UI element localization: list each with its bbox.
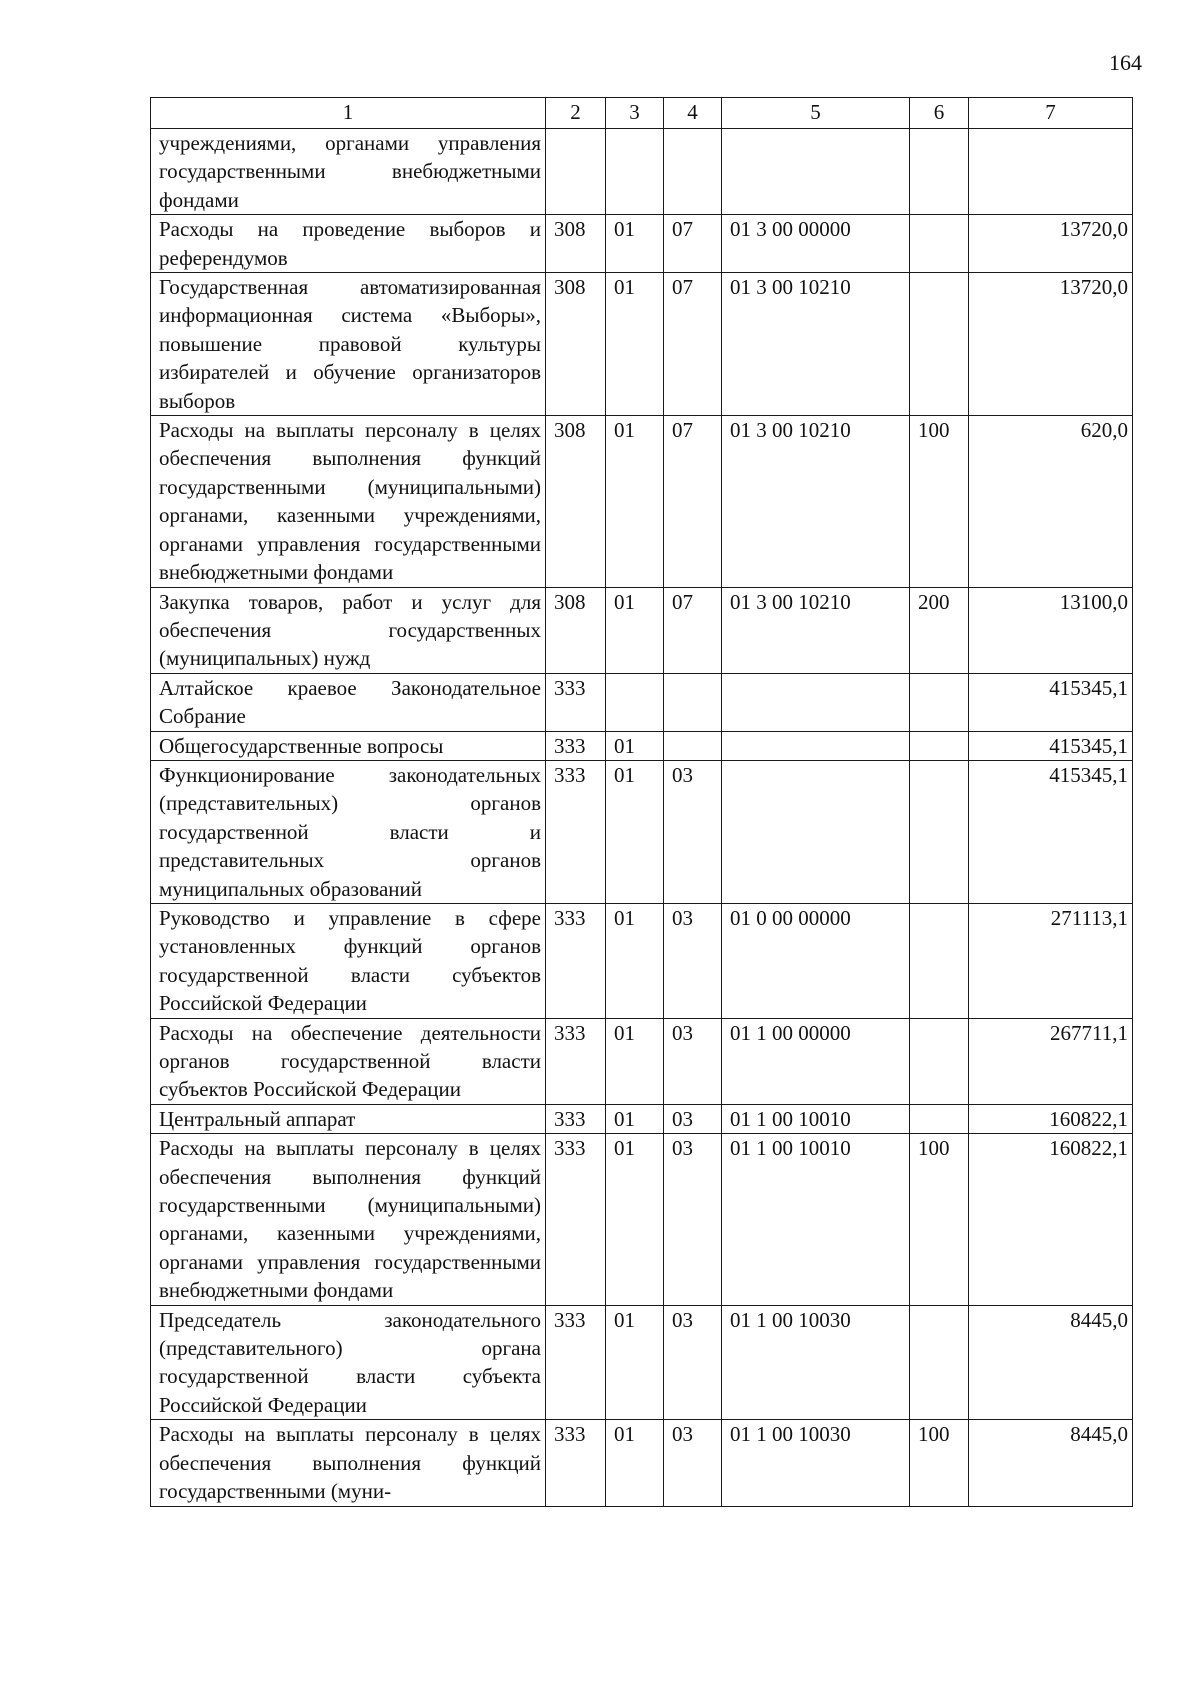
row-name-cell: Расходы на выплаты персоналу в целях обеспечения выполнения функций государственными (муни- <box>151 1420 546 1506</box>
row-expense-type-cell <box>910 1018 969 1104</box>
row-subsection-cell: 03 <box>664 1104 722 1133</box>
row-target-article-cell: 01 1 00 00000 <box>722 1018 910 1104</box>
row-code-main-cell: 333 <box>546 760 606 903</box>
row-expense-type-cell <box>910 903 969 1018</box>
row-expense-type-cell <box>910 215 969 273</box>
row-name-cell: Расходы на обеспечение деятельности органов государственной власти субъектов Российской Федерации <box>151 1018 546 1104</box>
column-header-6: 6 <box>910 98 969 129</box>
table-row <box>151 416 1133 587</box>
row-expense-type-cell: 100 <box>910 1420 969 1506</box>
table-row <box>151 129 1133 215</box>
row-section-cell: 01 <box>606 760 664 903</box>
table-row <box>151 1104 1133 1133</box>
row-name-cell: Закупка товаров, работ и услуг для обеспечения государственных (муниципальных) нужд <box>151 587 546 673</box>
row-amount-cell: 267711,1 <box>969 1018 1133 1104</box>
table-row <box>151 587 1133 673</box>
row-target-article-cell: 01 1 00 10030 <box>722 1305 910 1420</box>
row-expense-type-cell <box>910 1305 969 1420</box>
row-name-cell: Функционирование законодательных (представительных) органов государственной власти и представительных органов муниципальных образований <box>151 760 546 903</box>
row-name-cell: Государственная автоматизированная информационная система «Выборы», повышение правовой культуры избирателей и обучение организаторов выборов <box>151 273 546 416</box>
row-expense-type-cell <box>910 1104 969 1133</box>
column-header-5: 5 <box>722 98 910 129</box>
row-section-cell: 01 <box>606 903 664 1018</box>
row-section-cell: 01 <box>606 273 664 416</box>
column-header-1: 1 <box>151 98 546 129</box>
row-subsection-cell: 07 <box>664 416 722 587</box>
row-section-cell: 01 <box>606 587 664 673</box>
budget-table <box>150 97 1133 1507</box>
row-name-cell: учреждениями, органами управления государственными внебюджетными фондами <box>151 129 546 215</box>
table-row <box>151 273 1133 416</box>
row-code-main-cell: 333 <box>546 1018 606 1104</box>
row-amount-cell: 8445,0 <box>969 1420 1133 1506</box>
row-target-article-cell: 01 3 00 10210 <box>722 587 910 673</box>
row-code-main-cell: 308 <box>546 587 606 673</box>
row-code-main-cell: 333 <box>546 1305 606 1420</box>
table-row <box>151 1305 1133 1420</box>
row-amount-cell: 415345,1 <box>969 731 1133 760</box>
row-name-cell: Руководство и управление в сфере установленных функций органов государственной власти субъектов Российской Федерации <box>151 903 546 1018</box>
row-expense-type-cell <box>910 760 969 903</box>
row-amount-cell: 620,0 <box>969 416 1133 587</box>
row-amount-cell: 160822,1 <box>969 1104 1133 1133</box>
row-code-main-cell: 308 <box>546 416 606 587</box>
row-expense-type-cell <box>910 731 969 760</box>
row-subsection-cell <box>664 129 722 215</box>
row-target-article-cell: 01 3 00 00000 <box>722 215 910 273</box>
row-name-cell: Председатель законодательного (представительного) органа государственной власти субъекта Российской Федерации <box>151 1305 546 1420</box>
row-code-main-cell: 333 <box>546 673 606 731</box>
row-section-cell: 01 <box>606 731 664 760</box>
row-subsection-cell: 03 <box>664 903 722 1018</box>
row-amount-cell: 8445,0 <box>969 1305 1133 1420</box>
row-amount-cell: 160822,1 <box>969 1134 1133 1305</box>
row-subsection-cell: 03 <box>664 1305 722 1420</box>
row-target-article-cell <box>722 673 910 731</box>
row-target-article-cell: 01 1 00 10010 <box>722 1134 910 1305</box>
row-subsection-cell: 03 <box>664 1134 722 1305</box>
row-section-cell: 01 <box>606 1104 664 1133</box>
row-code-main-cell: 333 <box>546 1134 606 1305</box>
table-row <box>151 215 1133 273</box>
row-code-main-cell: 333 <box>546 1420 606 1506</box>
row-code-main-cell <box>546 129 606 215</box>
row-name-cell: Центральный аппарат <box>151 1104 546 1133</box>
row-code-main-cell: 308 <box>546 215 606 273</box>
row-subsection-cell: 07 <box>664 215 722 273</box>
row-target-article-cell: 01 1 00 10010 <box>722 1104 910 1133</box>
page-number: 164 <box>1109 50 1142 75</box>
table-row <box>151 760 1133 903</box>
row-section-cell <box>606 129 664 215</box>
header-row <box>151 98 1133 129</box>
row-name-cell: Алтайское краевое Законодательное Собрание <box>151 673 546 731</box>
row-expense-type-cell <box>910 129 969 215</box>
row-amount-cell: 13720,0 <box>969 273 1133 416</box>
row-expense-type-cell: 200 <box>910 587 969 673</box>
row-subsection-cell: 03 <box>664 760 722 903</box>
row-name-cell: Общегосударственные вопросы <box>151 731 546 760</box>
row-expense-type-cell <box>910 673 969 731</box>
row-target-article-cell <box>722 760 910 903</box>
row-name-cell: Расходы на выплаты персоналу в целях обеспечения выполнения функций государственными (муниципальными) органами, казенными учреждениями, органами управления государственными внебюджетными фондами <box>151 416 546 587</box>
row-name-cell: Расходы на выплаты персоналу в целях обеспечения выполнения функций государственными (муниципальными) органами, казенными учреждениями, органами управления государственными внебюджетными фондами <box>151 1134 546 1305</box>
row-target-article-cell: 01 0 00 00000 <box>722 903 910 1018</box>
table-body <box>151 129 1133 1507</box>
row-expense-type-cell: 100 <box>910 416 969 587</box>
row-amount-cell: 13100,0 <box>969 587 1133 673</box>
row-section-cell: 01 <box>606 1018 664 1104</box>
row-code-main-cell: 333 <box>546 903 606 1018</box>
row-subsection-cell <box>664 673 722 731</box>
row-subsection-cell: 07 <box>664 587 722 673</box>
row-section-cell: 01 <box>606 1305 664 1420</box>
row-target-article-cell <box>722 129 910 215</box>
row-amount-cell: 271113,1 <box>969 903 1133 1018</box>
row-section-cell <box>606 673 664 731</box>
column-header-7: 7 <box>969 98 1133 129</box>
row-target-article-cell: 01 1 00 10030 <box>722 1420 910 1506</box>
row-target-article-cell: 01 3 00 10210 <box>722 273 910 416</box>
table-row <box>151 1134 1133 1305</box>
table-row <box>151 1018 1133 1104</box>
row-name-cell: Расходы на проведение выборов и референдумов <box>151 215 546 273</box>
table-row <box>151 1420 1133 1506</box>
row-subsection-cell: 07 <box>664 273 722 416</box>
column-header-3: 3 <box>606 98 664 129</box>
row-section-cell: 01 <box>606 1420 664 1506</box>
row-section-cell: 01 <box>606 1134 664 1305</box>
row-target-article-cell <box>722 731 910 760</box>
row-amount-cell: 13720,0 <box>969 215 1133 273</box>
table-row <box>151 673 1133 731</box>
row-subsection-cell: 03 <box>664 1018 722 1104</box>
row-amount-cell: 415345,1 <box>969 673 1133 731</box>
column-header-2: 2 <box>546 98 606 129</box>
row-amount-cell <box>969 129 1133 215</box>
row-subsection-cell <box>664 731 722 760</box>
row-code-main-cell: 333 <box>546 731 606 760</box>
row-expense-type-cell: 100 <box>910 1134 969 1305</box>
row-expense-type-cell <box>910 273 969 416</box>
column-header-4: 4 <box>664 98 722 129</box>
table-row <box>151 903 1133 1018</box>
row-section-cell: 01 <box>606 215 664 273</box>
table-header <box>151 98 1133 129</box>
row-code-main-cell: 333 <box>546 1104 606 1133</box>
row-section-cell: 01 <box>606 416 664 587</box>
row-amount-cell: 415345,1 <box>969 760 1133 903</box>
row-subsection-cell: 03 <box>664 1420 722 1506</box>
row-code-main-cell: 308 <box>546 273 606 416</box>
row-target-article-cell: 01 3 00 10210 <box>722 416 910 587</box>
table-row <box>151 731 1133 760</box>
